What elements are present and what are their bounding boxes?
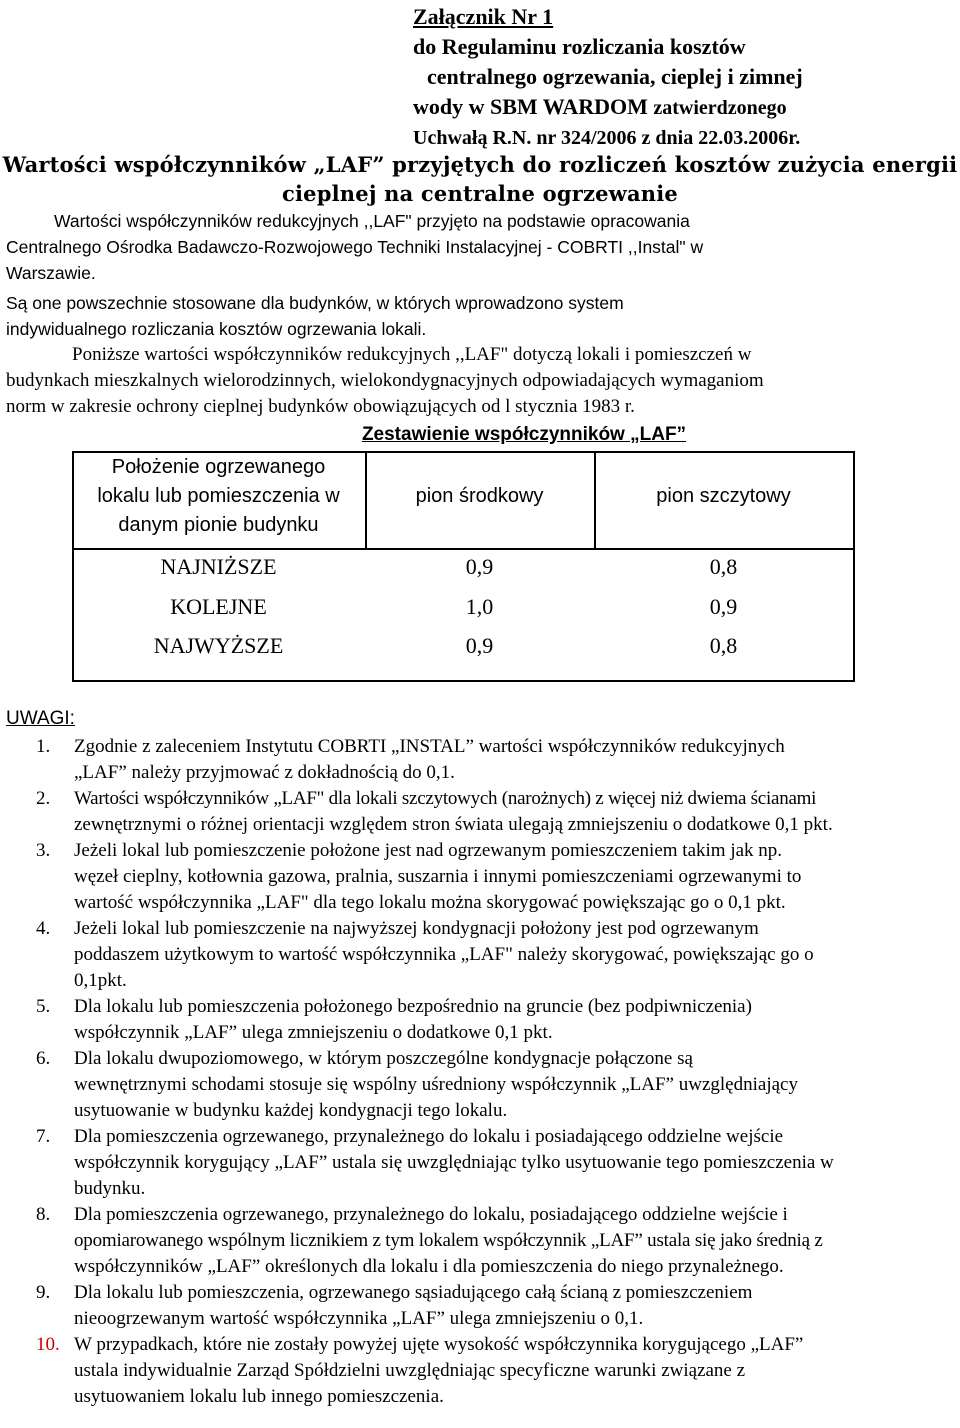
header-cell-location [72, 453, 365, 540]
annex-header [413, 2, 953, 153]
notes-list [0, 734, 960, 1410]
note-number: 6. [36, 1048, 51, 1069]
row-value-top: 0,8 [709, 633, 738, 658]
note-line: Zgodnie z zaleceniem Instytutu COBRTI „INSTAL” wartości współczynników redukcyjnych [74, 736, 785, 757]
header-line: Położenie ogrzewanego [111, 456, 326, 478]
note-number: 8. [36, 1204, 51, 1225]
note-item [0, 734, 960, 786]
note-line: nieoogrzewanym wartość współczynnika „LAF” ulega zmniejszeniu o 0,1. [74, 1308, 644, 1329]
note-line: Jeżeli lokal lub pomieszczenie położone jest nad ogrzewanym pomieszczeniem takim jak np. [74, 840, 783, 861]
title-line: cieplnej na centralne ogrzewanie [282, 181, 678, 206]
note-item [0, 916, 960, 994]
annex-line: centralnego ogrzewania, cieplej i zimnej [427, 64, 803, 89]
note-line: współczynnik „LAF” ulega zmniejszeniu o dodatkowe 0,1 pkt. [74, 1022, 553, 1043]
note-item [0, 1046, 960, 1124]
paragraph-line: norm w zakresie ochrony cieplnej budynków obowiązujących od l stycznia 1983 r. [6, 396, 635, 417]
note-line: współczynników „LAF” określonych dla lokalu i dla pomieszczenia do niego przynależnego. [74, 1256, 784, 1277]
note-line: W przypadkach, które nie zostały powyżej ujęte wysokość współczynnika korygującego „LAF” [74, 1334, 804, 1355]
document-title [0, 150, 960, 208]
annex-line-part: wody w SBM WARDOM [413, 94, 654, 119]
note-number: 9. [36, 1282, 51, 1303]
paragraph-line: Warszawie. [6, 263, 96, 283]
note-line: Wartości współczynników „LAF" dla lokali szczytowych (narożnych) z więcej niż dwiema ścianami [74, 788, 817, 809]
annex-line: do Regulaminu rozliczania kosztów [413, 34, 746, 59]
note-line: budynku. [74, 1178, 146, 1199]
row-value-middle: 1,0 [465, 594, 494, 619]
note-item [0, 994, 960, 1046]
intro-paragraph-1 [6, 208, 956, 286]
title-line: Wartości współczynników „LAF” przyjętych do rozliczeń kosztów zużycia energii [2, 152, 958, 177]
paragraph-line: Poniższe wartości współczynników redukcyjnych ,,LAF" dotyczą lokali i pomieszczeń w [72, 344, 752, 365]
paragraph-line: indywidualnego rozliczania kosztów ogrzewania lokali. [6, 319, 427, 339]
note-item [0, 838, 960, 916]
intro-paragraph-2 [6, 290, 956, 342]
row-label: KOLEJNE [170, 594, 267, 619]
table-border [853, 451, 855, 682]
annex-line [413, 92, 953, 123]
note-number: 5. [36, 996, 51, 1017]
note-line: Dla pomieszczenia ogrzewanego, przynależnego do lokalu i posiadającego oddzielne wejście [74, 1126, 784, 1147]
note-line: Dla lokalu dwupoziomowego, w którym poszczególne kondygnacje połączone są [74, 1048, 693, 1069]
paragraph-line: Wartości współczynników redukcyjnych ,,LAF" przyjęto na podstawie opracowania [54, 211, 690, 231]
note-number: 7. [36, 1126, 51, 1147]
row-value-top: 0,8 [709, 554, 738, 579]
note-line: wartość współczynnika „LAF" dla tego lokalu można skorygować powiększając go o 0,1 pkt. [74, 892, 786, 913]
note-line: węzeł cieplny, kotłownia gazowa, pralnia, suszarnia i innymi pomieszczeniami ogrzewanymi to [74, 866, 802, 887]
header-line: danym pionie budynku [118, 514, 319, 536]
table-caption: Zestawienie współczynników „LAF” [361, 424, 687, 445]
row-label: NAJNIŻSZE [160, 554, 277, 579]
paragraph-line: Są one powszechnie stosowane dla budynków, w których wprowadzono system [6, 293, 624, 313]
annex-line: Uchwałą R.N. nr 324/2006 z dnia 22.03.2006r. [413, 127, 801, 149]
notes-heading: UWAGI: [6, 708, 75, 729]
note-number: 4. [36, 918, 51, 939]
note-line: zewnętrznymi o różnej orientacji względem stron świata ulegają zmniejszeniu o dodatkowe 0,1 pkt. [74, 814, 833, 835]
header-line: lokalu lub pomieszczenia w [97, 485, 340, 507]
note-item [0, 1202, 960, 1280]
note-number: 1. [36, 736, 51, 757]
note-line: 0,1pkt. [74, 970, 127, 991]
laf-table [72, 451, 854, 682]
note-item [0, 1124, 960, 1202]
header-cell-middle-riser: pion środkowy [415, 485, 544, 507]
note-item [0, 1280, 960, 1332]
row-value-top: 0,9 [709, 594, 738, 619]
paragraph-line: budynkach mieszkalnych wielorodzinnych, wielokondygnacyjnych odpowiadających wymaganiom [6, 370, 764, 391]
note-line: współczynnik korygujący „LAF” ustala się uwzględniając tylko usytuowanie tego pomieszczenia w [74, 1152, 834, 1173]
row-label: NAJWYŻSZE [153, 633, 284, 658]
note-line: poddaszem użytkowym to wartość współczynnika „LAF" należy skorygować, powiększając go o [74, 944, 814, 965]
note-number: 3. [36, 840, 51, 861]
note-line: ustala indywidualnie Zarząd Spółdzielni uwzględniając specyficzne warunki związane z [74, 1360, 746, 1381]
note-line: usytuowanie w budynku każdej kondygnacji tego lokalu. [74, 1100, 508, 1121]
note-line: wewnętrznymi schodami stosuje się wspólny uśredniony współczynnik „LAF” uwzględniający [74, 1074, 798, 1095]
intro-paragraph-3 [6, 342, 956, 420]
note-line: „LAF” należy przyjmować z dokładnością do 0,1. [74, 762, 455, 783]
note-line: opomiarowanego wspólnym licznikiem z tym lokalem współczynnik „LAF” ustala się jako średnią z [74, 1230, 823, 1251]
note-line: Dla pomieszczenia ogrzewanego, przynależnego do lokalu, posiadającego oddzielne wejście i [74, 1204, 788, 1225]
note-number: 10. [36, 1334, 60, 1355]
row-value-middle: 0,9 [465, 633, 494, 658]
table-border [72, 680, 854, 682]
note-item [0, 1332, 960, 1410]
annex-line-part: zatwierdzonego [653, 97, 787, 119]
paragraph-line: Centralnego Ośrodka Badawczo-Rozwojowego Techniki Instalacyjnej - COBRTI ,,Instal" w [6, 237, 704, 257]
row-value-middle: 0,9 [465, 554, 494, 579]
note-line: Dla lokalu lub pomieszczenia położonego bezpośrednio na gruncie (bez podpiwniczenia) [74, 996, 752, 1017]
note-line: Jeżeli lokal lub pomieszczenie na najwyższej kondygnacji położony jest pod ogrzewanym [74, 918, 759, 939]
header-cell-top-riser: pion szczytowy [656, 485, 791, 507]
note-number: 2. [36, 788, 51, 809]
note-item [0, 786, 960, 838]
note-line: Dla lokalu lub pomieszczenia, ogrzewanego sąsiadującego całą ścianą z pomieszczeniem [74, 1282, 753, 1303]
annex-number: Załącznik Nr 1 [413, 4, 554, 29]
note-line: usytuowaniem lokalu lub innego pomieszczenia. [74, 1386, 444, 1407]
